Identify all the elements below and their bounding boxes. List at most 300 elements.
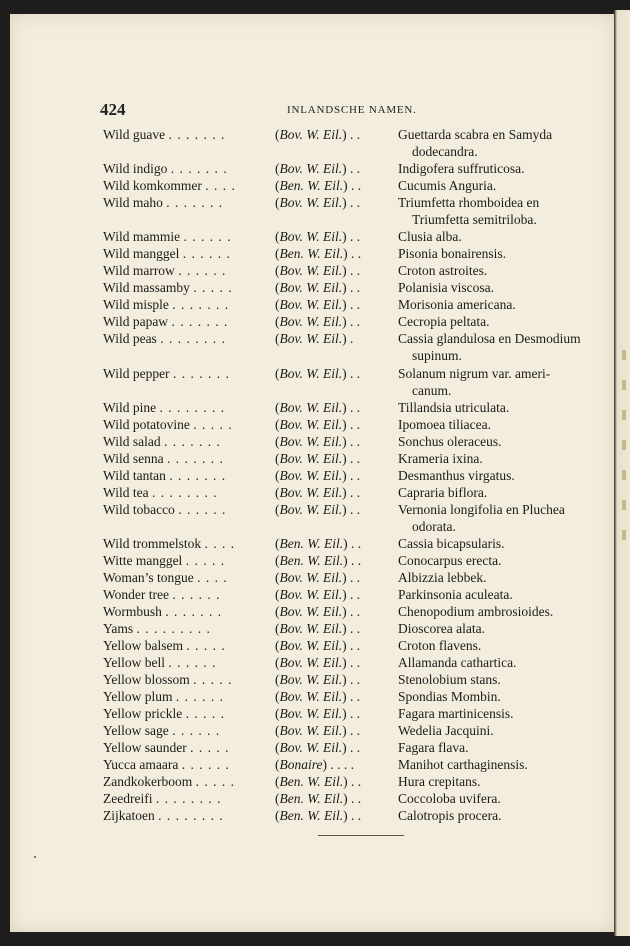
- vernacular-name: [103, 570, 228, 586]
- scientific-name: Croton astroites.: [398, 263, 488, 278]
- edge-mark: [622, 500, 626, 510]
- source-region-text: Bonaire: [279, 757, 323, 772]
- source-close: ) . .: [342, 723, 361, 738]
- list-item: [0, 791, 620, 809]
- vernacular-name: [103, 791, 221, 807]
- source-region-text: Ben. W. Eil.: [279, 246, 344, 261]
- list-item: [0, 161, 620, 179]
- source-open: (: [275, 400, 280, 415]
- leader-dots: . . . . . . . .: [159, 400, 226, 415]
- vernacular-name: [103, 587, 221, 603]
- source-region-text: Bov. W. Eil.: [279, 297, 343, 312]
- vernacular-name-text: Zandkokerboom: [103, 774, 193, 789]
- source-close: ) . .: [342, 161, 361, 176]
- source-region: [275, 706, 360, 722]
- source-close: ) . .: [342, 417, 361, 432]
- scientific-name: Vernonia longifolia en Pluchea: [398, 502, 565, 517]
- source-open: (: [275, 723, 280, 738]
- source-open: (: [275, 774, 280, 789]
- source-open: (: [275, 331, 280, 346]
- scientific-name-continued: dodecandra.: [412, 144, 478, 159]
- scientific-name: Triumfetta rhomboidea en: [398, 195, 540, 210]
- source-open: (: [275, 366, 280, 381]
- source-region-text: Bov. W. Eil.: [279, 468, 343, 483]
- vernacular-name: [103, 400, 225, 416]
- source-open: (: [275, 638, 280, 653]
- source-region-text: Bov. W. Eil.: [279, 195, 343, 210]
- vernacular-name-text: Yellow saunder: [103, 740, 187, 755]
- source-close: ) . .: [342, 229, 361, 244]
- vernacular-name: [103, 127, 225, 143]
- edge-mark: [622, 440, 626, 450]
- source-region: [275, 740, 360, 756]
- vernacular-name: [103, 689, 224, 705]
- scientific-name: Sonchus oleraceus.: [398, 434, 502, 449]
- scientific-name: Capraria biflora.: [398, 485, 488, 500]
- vernacular-name: [103, 314, 228, 330]
- source-close: ) . .: [342, 451, 361, 466]
- leader-dots: . . . . . . . .: [160, 331, 226, 346]
- list-item: [0, 246, 620, 264]
- vernacular-name: [103, 655, 217, 671]
- vernacular-name-text: Wild manggel: [103, 246, 180, 261]
- list-item: [0, 451, 620, 469]
- source-open: (: [275, 740, 280, 755]
- source-close: ) . .: [342, 485, 361, 500]
- source-close: ) . .: [342, 706, 361, 721]
- source-close: ) . .: [342, 672, 361, 687]
- leader-dots: . . . . .: [195, 774, 235, 789]
- source-close: ) . .: [343, 178, 362, 193]
- source-open: (: [275, 672, 280, 687]
- source-region: [275, 314, 360, 330]
- source-region-text: Bov. W. Eil.: [279, 280, 343, 295]
- source-close: ) . .: [343, 791, 362, 806]
- source-region-text: Bov. W. Eil.: [279, 314, 343, 329]
- vernacular-name-text: Yucca amaara: [103, 757, 179, 772]
- scientific-name: Cecropia peltata.: [398, 314, 490, 329]
- source-close: ) . .: [342, 195, 361, 210]
- list-item: [0, 774, 620, 792]
- vernacular-name-text: Wild pine: [103, 400, 157, 415]
- list-item: [0, 672, 620, 690]
- vernacular-name-text: Yams: [103, 621, 134, 636]
- source-close: ) . .: [343, 553, 362, 568]
- source-region: [275, 672, 360, 688]
- source-region-text: Ben. W. Eil.: [279, 791, 344, 806]
- leader-dots: . . . . . . .: [166, 451, 224, 466]
- vernacular-name-text: Wild salad: [103, 434, 161, 449]
- source-open: (: [275, 229, 280, 244]
- scientific-name: Albizzia lebbek.: [398, 570, 487, 585]
- leader-dots: . . . . . .: [178, 263, 227, 278]
- source-open: (: [275, 280, 280, 295]
- source-region: [275, 689, 360, 705]
- page-number: 424: [100, 100, 126, 119]
- source-region-text: Bov. W. Eil.: [279, 127, 343, 142]
- leader-dots: . . . . . . .: [170, 161, 228, 176]
- leader-dots: . . . . .: [185, 706, 225, 721]
- source-region-text: Bov. W. Eil.: [279, 502, 343, 517]
- source-region: [275, 400, 360, 416]
- scientific-name-continued: canum.: [412, 383, 452, 398]
- footer-rule: [318, 835, 404, 836]
- vernacular-name-text: Yellow blossom: [103, 672, 190, 687]
- vernacular-name: [103, 434, 221, 450]
- list-item: [0, 655, 620, 673]
- leader-dots: . . . . . .: [183, 229, 232, 244]
- scientific-name: Solanum nigrum var. ameri-: [398, 366, 551, 381]
- vernacular-name: [103, 774, 235, 790]
- list-item: [0, 468, 620, 486]
- scientific-name: Fagara martinicensis.: [398, 706, 514, 721]
- source-open: (: [275, 791, 280, 806]
- source-region: [275, 604, 360, 620]
- source-region: [275, 536, 361, 552]
- source-open: (: [275, 468, 280, 483]
- source-region: [275, 621, 360, 637]
- source-region-text: Bov. W. Eil.: [279, 485, 343, 500]
- scientific-name: Coccoloba uvifera.: [398, 791, 501, 806]
- source-close: ) . .: [342, 604, 361, 619]
- source-region: [275, 331, 353, 347]
- vernacular-name: [103, 485, 218, 501]
- scientific-name-continued: odorata.: [412, 519, 456, 534]
- list-item: [0, 604, 620, 622]
- source-region: [275, 417, 360, 433]
- scientific-name: Pisonia bonairensis.: [398, 246, 506, 261]
- vernacular-name-text: Wonder tree: [103, 587, 170, 602]
- source-region: [275, 178, 361, 194]
- leader-dots: . . . . . .: [175, 689, 225, 704]
- source-close: ) . .: [343, 246, 362, 261]
- source-close: ) . .: [342, 280, 361, 295]
- scientific-name: Dioscorea alata.: [398, 621, 485, 636]
- edge-mark: [622, 380, 626, 390]
- source-region-text: Bov. W. Eil.: [279, 451, 343, 466]
- scientific-name: Cassia glandulosa en Desmodium: [398, 331, 581, 346]
- vernacular-name: [103, 740, 230, 756]
- source-close: ) . . . .: [322, 757, 354, 772]
- page-header: [100, 100, 590, 120]
- leader-dots: . . . . . .: [181, 757, 230, 772]
- source-region: [275, 774, 361, 790]
- scientific-name: Polanisia viscosa.: [398, 280, 494, 295]
- scientific-name: Spondias Mombin.: [398, 689, 501, 704]
- scientific-name: Ipomoea tiliacea.: [398, 417, 491, 432]
- scientific-name: Conocarpus erecta.: [398, 553, 502, 568]
- vernacular-name: [103, 621, 211, 637]
- source-region: [275, 723, 360, 739]
- vernacular-name: [103, 706, 225, 722]
- leader-dots: . . . . .: [190, 740, 230, 755]
- leader-dots: . . . . . . . . .: [136, 621, 211, 636]
- leader-dots: . . . . . . . .: [151, 485, 218, 500]
- source-open: (: [275, 570, 280, 585]
- vernacular-name-text: Wild tobacco: [103, 502, 175, 517]
- leader-dots: . . . . . . .: [172, 366, 230, 381]
- vernacular-name-text: Wild mammie: [103, 229, 181, 244]
- source-open: (: [275, 706, 280, 721]
- source-region: [275, 757, 354, 773]
- leader-dots: . . . . . . .: [171, 314, 229, 329]
- source-region-text: Ben. W. Eil.: [279, 808, 344, 823]
- source-close: ) . .: [342, 689, 361, 704]
- scientific-name: Desmanthus virgatus.: [398, 468, 515, 483]
- vernacular-name-text: Wild indigo: [103, 161, 168, 176]
- leader-dots: . . . . .: [193, 672, 233, 687]
- vernacular-name-text: Wild tantan: [103, 468, 166, 483]
- source-region: [275, 297, 360, 313]
- source-region-text: Bov. W. Eil.: [279, 161, 343, 176]
- source-region: [275, 638, 360, 654]
- scientific-name: Parkinsonia aculeata.: [398, 587, 513, 602]
- source-open: (: [275, 161, 280, 176]
- list-item: [0, 723, 620, 741]
- source-close: ) . .: [343, 774, 362, 789]
- source-open: (: [275, 604, 280, 619]
- vernacular-name-text: Woman’s tongue: [103, 570, 194, 585]
- leader-dots: . . . . . . .: [168, 127, 226, 142]
- source-open: (: [275, 263, 280, 278]
- source-region-text: Bov. W. Eil.: [279, 723, 343, 738]
- vernacular-name-text: Witte manggel: [103, 553, 183, 568]
- source-open: (: [275, 485, 280, 500]
- leader-dots: . . . .: [197, 570, 228, 585]
- leader-dots: . . . . . . .: [165, 604, 223, 619]
- source-close: ) . .: [342, 587, 361, 602]
- source-close: ) . .: [343, 808, 362, 823]
- vernacular-name: [103, 723, 220, 739]
- source-region-text: Bov. W. Eil.: [279, 434, 343, 449]
- leader-dots: . . . . . . . .: [155, 791, 222, 806]
- source-region: [275, 280, 360, 296]
- vernacular-name-text: Yellow bell: [103, 655, 166, 670]
- leader-dots: . . . . .: [185, 553, 226, 568]
- leader-dots: . . . . . . . .: [158, 808, 224, 823]
- source-region: [275, 502, 360, 518]
- list-item: [0, 127, 620, 159]
- source-open: (: [275, 536, 280, 551]
- vernacular-name: [103, 246, 231, 262]
- vernacular-name-text: Wild papaw: [103, 314, 169, 329]
- list-item: [0, 621, 620, 639]
- list-item: [0, 502, 620, 534]
- source-region-text: Bov. W. Eil.: [279, 570, 343, 585]
- list-item: [0, 434, 620, 452]
- source-region-text: Bov. W. Eil.: [279, 587, 343, 602]
- scientific-name: Wedelia Jacquini.: [398, 723, 494, 738]
- source-open: (: [275, 757, 280, 772]
- source-region-text: Ben. W. Eil.: [279, 536, 344, 551]
- source-close: ) . .: [342, 740, 361, 755]
- source-close: ) . .: [342, 314, 361, 329]
- source-region-text: Bov. W. Eil.: [279, 621, 343, 636]
- list-item: [0, 331, 620, 363]
- source-open: (: [275, 621, 280, 636]
- vernacular-name: [103, 468, 226, 484]
- scientific-name: Calotropis procera.: [398, 808, 502, 823]
- source-region-text: Bov. W. Eil.: [279, 655, 343, 670]
- source-close: ) . .: [342, 263, 361, 278]
- source-open: (: [275, 553, 280, 568]
- source-region: [275, 655, 360, 671]
- leader-dots: . . . . . . .: [172, 297, 230, 312]
- leader-dots: . . . .: [205, 178, 236, 193]
- vernacular-name-text: Wild potatovine: [103, 417, 190, 432]
- vernacular-name: [103, 757, 230, 773]
- vernacular-name-text: Wild komkommer: [103, 178, 202, 193]
- vernacular-name: [103, 331, 226, 347]
- vernacular-name: [103, 672, 233, 688]
- source-region-text: Bov. W. Eil.: [279, 417, 343, 432]
- scientific-name-continued: supinum.: [412, 348, 462, 363]
- list-item: [0, 536, 620, 554]
- scientific-name: Hura crepitans.: [398, 774, 481, 789]
- scientific-name: Chenopodium ambrosioides.: [398, 604, 554, 619]
- vernacular-name-text: Wild guave: [103, 127, 166, 142]
- source-close: ) . .: [342, 502, 361, 517]
- leader-dots: . . . . . . .: [169, 468, 227, 483]
- list-item: [0, 263, 620, 281]
- list-item: [0, 587, 620, 605]
- source-open: (: [275, 195, 280, 210]
- source-region-text: Bov. W. Eil.: [279, 706, 343, 721]
- edge-mark: [622, 530, 626, 540]
- scientific-name: Morisonia americana.: [398, 297, 516, 312]
- source-close: ) . .: [342, 570, 361, 585]
- source-close: ) . .: [342, 468, 361, 483]
- list-item: [0, 689, 620, 707]
- source-region: [275, 366, 360, 382]
- vernacular-name: [103, 553, 225, 569]
- scientific-name: Manihot carthaginensis.: [398, 757, 528, 772]
- vernacular-name-text: Wild senna: [103, 451, 164, 466]
- scientific-name: Indigofera suffruticosa.: [398, 161, 525, 176]
- source-region: [275, 808, 361, 824]
- source-region: [275, 195, 360, 211]
- source-region: [275, 553, 361, 569]
- list-item: [0, 297, 620, 315]
- vernacular-name-text: Yellow prickle: [103, 706, 183, 721]
- leader-dots: . . . . . . .: [163, 434, 221, 449]
- leader-dots: . . . . . .: [182, 246, 231, 261]
- list-item: [0, 757, 620, 775]
- vernacular-name-text: Wild maho: [103, 195, 163, 210]
- list-item: [0, 366, 620, 398]
- source-close: ) . .: [342, 400, 361, 415]
- source-region-text: Bov. W. Eil.: [279, 638, 343, 653]
- source-region-text: Bov. W. Eil.: [279, 740, 343, 755]
- margin-mark: [34, 856, 36, 858]
- source-region-text: Bov. W. Eil.: [279, 672, 343, 687]
- leader-dots: . . . . .: [193, 280, 233, 295]
- source-open: (: [275, 246, 280, 261]
- source-close: ) . .: [342, 621, 361, 636]
- scientific-name: Clusia alba.: [398, 229, 462, 244]
- source-open: (: [275, 417, 280, 432]
- vernacular-name: [103, 536, 235, 552]
- scientific-name: Cucumis Anguria.: [398, 178, 497, 193]
- vernacular-name: [103, 229, 232, 245]
- vernacular-name: [103, 161, 228, 177]
- source-close: ) . .: [342, 638, 361, 653]
- scientific-name: Croton flavens.: [398, 638, 482, 653]
- list-item: [0, 417, 620, 435]
- vernacular-name: [103, 502, 226, 518]
- vernacular-name: [103, 366, 230, 382]
- list-item: [0, 178, 620, 196]
- source-open: (: [275, 655, 280, 670]
- source-close: ) .: [342, 331, 354, 346]
- vernacular-name: [103, 604, 222, 620]
- scientific-name: Cassia bicapsularis.: [398, 536, 505, 551]
- edge-mark: [622, 350, 626, 360]
- list-item: [0, 485, 620, 503]
- list-item: [0, 229, 620, 247]
- source-open: (: [275, 502, 280, 517]
- scientific-name: Stenolobium stans.: [398, 672, 501, 687]
- list-item: [0, 280, 620, 298]
- scientific-name: Guettarda scabra en Samyda: [398, 127, 553, 142]
- vernacular-name-text: Zeedreifi: [103, 791, 153, 806]
- edge-mark: [622, 470, 626, 480]
- source-close: ) . .: [342, 366, 361, 381]
- list-item: [0, 314, 620, 332]
- vernacular-name-text: Wild trommelstok: [103, 536, 202, 551]
- vernacular-name-text: Wild peas: [103, 331, 157, 346]
- scientific-name-continued: Triumfetta semitriloba.: [412, 212, 537, 227]
- source-open: (: [275, 127, 280, 142]
- vernacular-name-text: Yellow sage: [103, 723, 169, 738]
- source-region: [275, 263, 360, 279]
- vernacular-name: [103, 263, 226, 279]
- source-region: [275, 570, 360, 586]
- vernacular-name: [103, 451, 224, 467]
- source-region: [275, 791, 361, 807]
- vernacular-name: [103, 195, 223, 211]
- source-close: ) . .: [342, 655, 361, 670]
- source-close: ) . .: [342, 434, 361, 449]
- vernacular-name-text: Yellow balsem: [103, 638, 184, 653]
- list-item: [0, 808, 620, 826]
- vernacular-name: [103, 808, 224, 824]
- vernacular-name-text: Wormbush: [103, 604, 162, 619]
- vernacular-name-text: Zijkatoen: [103, 808, 155, 823]
- source-open: (: [275, 297, 280, 312]
- source-region-text: Bov. W. Eil.: [279, 400, 343, 415]
- leader-dots: . . . . . .: [172, 723, 221, 738]
- source-open: (: [275, 808, 280, 823]
- source-region-text: Ben. W. Eil.: [279, 774, 344, 789]
- source-region-text: Bov. W. Eil.: [279, 604, 343, 619]
- source-region-text: Bov. W. Eil.: [279, 366, 343, 381]
- source-close: ) . .: [343, 536, 362, 551]
- list-item: [0, 638, 620, 656]
- vernacular-name: [103, 280, 233, 296]
- leader-dots: . . . . . .: [168, 655, 217, 670]
- list-item: [0, 706, 620, 724]
- source-open: (: [275, 587, 280, 602]
- source-close: ) . .: [342, 297, 361, 312]
- source-region-text: Bov. W. Eil.: [279, 331, 343, 346]
- source-region: [275, 127, 360, 143]
- source-region-text: Bov. W. Eil.: [279, 263, 343, 278]
- vernacular-name: [103, 178, 236, 194]
- leader-dots: . . . . .: [186, 638, 226, 653]
- vernacular-name-text: Wild tea: [103, 485, 149, 500]
- running-head: INLANDSCHE NAMEN.: [287, 104, 417, 116]
